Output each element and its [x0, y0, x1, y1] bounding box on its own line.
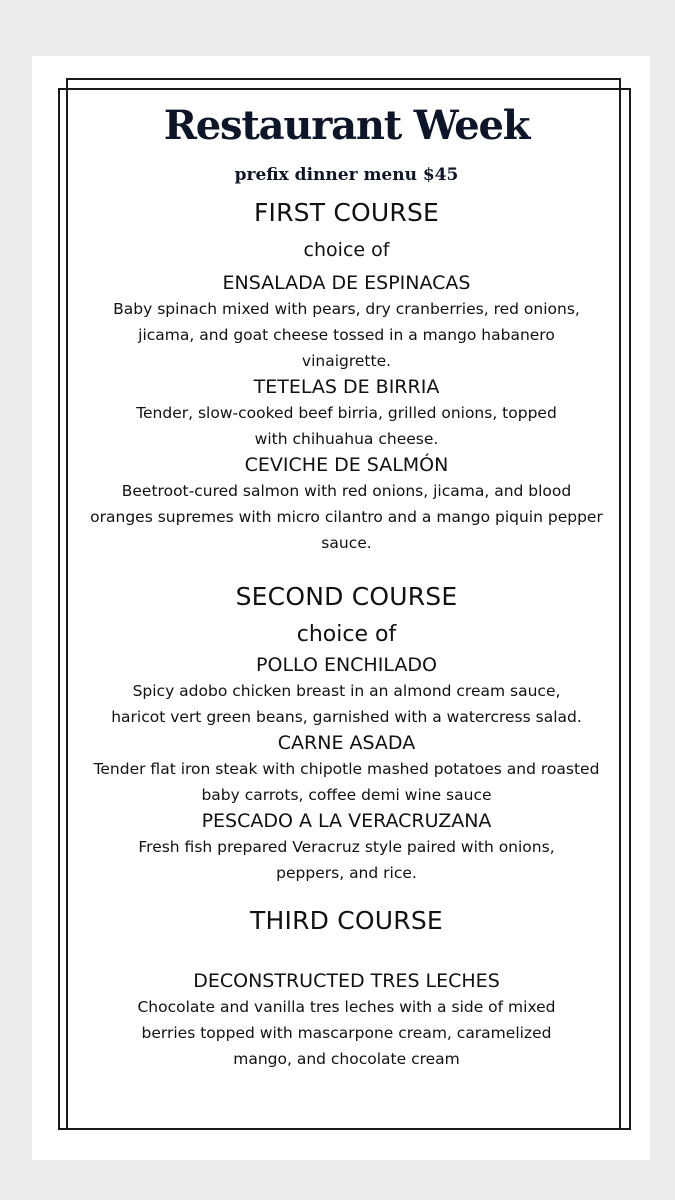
dish-description: Tender flat iron steak with chipotle mashed potatoes and roasted baby carrots, coffee demi wine sauce	[93, 760, 600, 804]
second-course	[70, 580, 623, 886]
dish-name: CARNE ASADA	[277, 732, 416, 754]
course-title: THIRD COURSE	[250, 906, 443, 935]
dish-name: ENSALADA DE ESPINACAS	[222, 272, 471, 294]
menu-content	[70, 92, 623, 1072]
dish-description: Fresh fish prepared Veracruz style paired with onions, peppers, and rice.	[138, 838, 555, 882]
menu-subtitle: prefix dinner menu $45	[234, 165, 459, 185]
dish-name: PESCADO A LA VERACRUZANA	[201, 810, 492, 832]
course-title: FIRST COURSE	[253, 198, 440, 227]
dish-description: Chocolate and vanilla tres leches with a side of mixed berries topped with mascarpone cream, caramelized mango, and chocolate cream	[137, 998, 556, 1068]
dish-name: TETELAS DE BIRRIA	[253, 376, 440, 398]
dish-description: Baby spinach mixed with pears, dry cranberries, red onions, jicama, and goat cheese tossed in a mango habanero vinaigrette.	[113, 300, 580, 370]
course-title: SECOND COURSE	[235, 582, 458, 611]
third-course	[70, 904, 623, 1072]
dish-description: Spicy adobo chicken breast in an almond cream sauce, haricot vert green beans, garnished with a watercress salad.	[111, 682, 582, 726]
dish-description: Beetroot-cured salmon with red onions, jicama, and blood oranges supremes with micro cilantro and a mango piquin pepper sauce.	[90, 482, 603, 552]
dish-description: Tender, slow-cooked beef birria, grilled onions, topped with chihuahua cheese.	[136, 404, 557, 448]
dish-name: CEVICHE DE SALMÓN	[244, 454, 449, 476]
dish-name: POLLO ENCHILADO	[256, 654, 437, 676]
course-choice-label: choice of	[303, 239, 390, 261]
menu-title: Restaurant Week	[163, 102, 530, 149]
first-course	[70, 196, 623, 556]
course-choice-label: choice of	[296, 622, 397, 647]
dish-name: DECONSTRUCTED TRES LECHES	[193, 970, 500, 992]
